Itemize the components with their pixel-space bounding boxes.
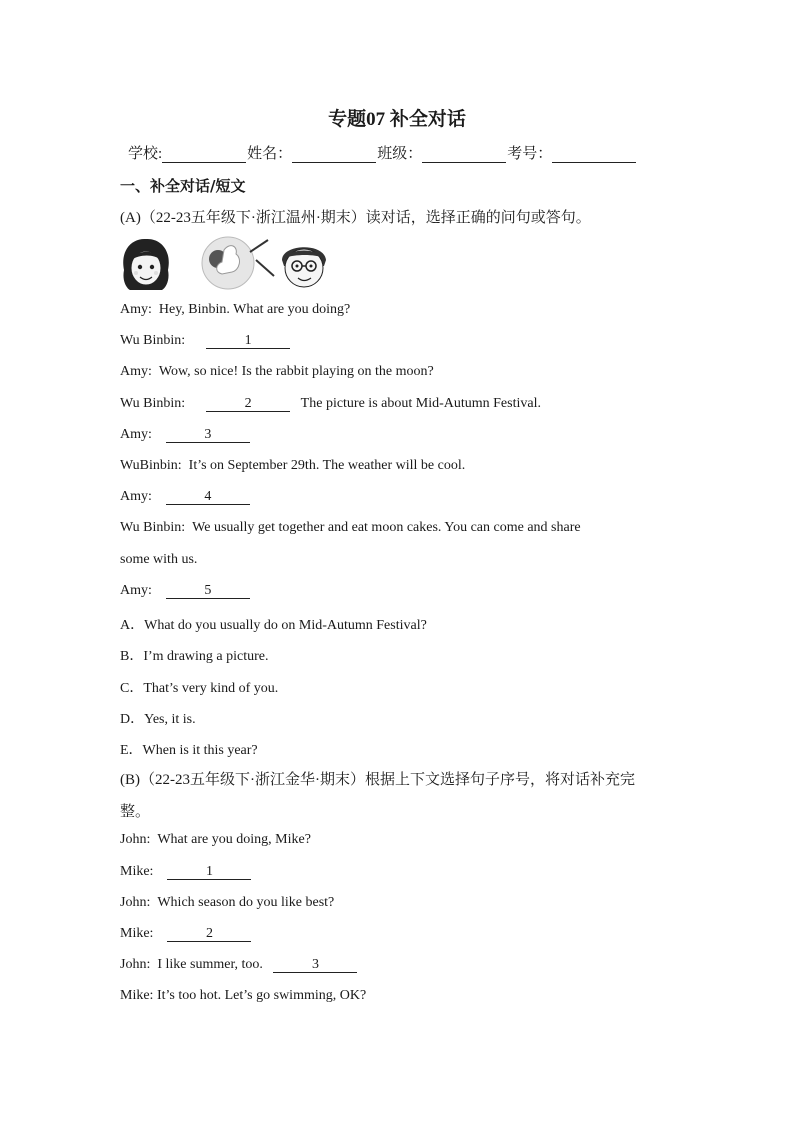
part-b-line-4 [120, 926, 251, 942]
option-d: D．Yes, it is. [120, 712, 196, 727]
page-title: 专题07 补全对话 [328, 109, 466, 130]
part-b-line-5 [120, 957, 357, 973]
answer-blank[interactable]: 2 [167, 926, 251, 942]
girl-amy-icon [123, 239, 169, 290]
name-label: 姓名： [247, 146, 293, 162]
line-text: The picture is about Mid-Autumn Festival. [300, 396, 541, 411]
answer-blank[interactable]: 5 [166, 583, 250, 599]
speaker: Mike: [120, 988, 154, 1003]
answer-blank[interactable]: 3 [273, 957, 357, 973]
number-label: 考号： [507, 146, 553, 162]
line-text: Wow, so nice! Is the rabbit playing on the moon? [158, 364, 434, 379]
section-heading: 一、补全对话/短文 [120, 177, 246, 195]
speaker: Amy: [120, 489, 152, 504]
speaker: Wu Binbin: [120, 333, 186, 348]
answer-blank[interactable]: 1 [206, 333, 290, 349]
answer-blank[interactable]: 4 [166, 489, 250, 505]
line-text: It’s too hot. Let’s go swimming, OK? [156, 988, 367, 1003]
moon-painting-icon [202, 237, 274, 289]
number-blank[interactable] [552, 148, 636, 163]
line-text: some with us. [120, 552, 198, 567]
line-text: Which season do you like best? [157, 895, 335, 910]
line-text: What are you doing, Mike? [157, 832, 311, 847]
part-a-line-5 [120, 427, 250, 443]
part-a-line-9 [120, 552, 197, 568]
name-blank[interactable] [292, 148, 376, 163]
class-label: 班级： [377, 146, 423, 162]
speaker: Mike: [120, 926, 154, 941]
part-a-line-10 [120, 583, 250, 599]
school-blank[interactable] [162, 148, 246, 163]
part-b-line-6 [120, 988, 366, 1004]
speaker: Mike: [120, 864, 154, 879]
speaker: John: [120, 895, 151, 910]
speaker: Amy: [120, 364, 152, 379]
answer-blank[interactable]: 1 [167, 864, 251, 880]
class-blank[interactable] [422, 148, 506, 163]
answer-blank[interactable]: 3 [166, 427, 250, 443]
dialogue-illustration [118, 236, 338, 292]
speaker: Amy: [120, 302, 152, 317]
line-text: It’s on September 29th. The weather will be cool. [188, 458, 466, 473]
speaker: WuBinbin: [120, 458, 182, 473]
part-b-line-3 [120, 895, 334, 911]
speaker: Amy: [120, 427, 152, 442]
boy-binbin-icon [282, 247, 326, 287]
part-a-line-2 [120, 333, 290, 349]
part-a-line-3 [120, 364, 434, 380]
option-a: A．What do you usually do on Mid-Autumn Festival? [120, 618, 427, 633]
school-label: 学校: [128, 146, 163, 162]
option-b: B．I’m drawing a picture. [120, 649, 269, 664]
part-b-line-2 [120, 864, 251, 880]
part-b-line-1 [120, 832, 311, 848]
part-b-heading-line-1: (B)（22-23五年级下·浙江金华·期末）根据上下文选择句子序号，将对话补充完 [120, 772, 635, 788]
answer-blank[interactable]: 2 [206, 396, 290, 412]
line-text: I like summer, too. [157, 957, 263, 972]
part-a-line-1 [120, 302, 350, 318]
speaker: John: [120, 832, 151, 847]
speaker: Wu Binbin: [120, 396, 186, 411]
option-e: E．When is it this year? [120, 743, 258, 758]
line-text: Hey, Binbin. What are you doing? [158, 302, 351, 317]
speaker: Wu Binbin: [120, 520, 186, 535]
part-a-heading: (A)（22-23五年级下·浙江温州·期末）读对话，选择正确的问句或答句。 [120, 210, 591, 226]
line-text: We usually get together and eat moon cakes. You can come and share [192, 520, 581, 535]
option-c: C．That’s very kind of you. [120, 681, 279, 696]
part-a-line-7 [120, 489, 250, 505]
speaker: John: [120, 957, 151, 972]
part-a-line-4 [120, 396, 541, 412]
part-b-heading-line-2: 整。 [120, 804, 151, 820]
part-a-line-8 [120, 520, 581, 536]
speaker: Amy: [120, 583, 152, 598]
student-info-row [128, 142, 637, 163]
part-a-line-6 [120, 458, 465, 474]
